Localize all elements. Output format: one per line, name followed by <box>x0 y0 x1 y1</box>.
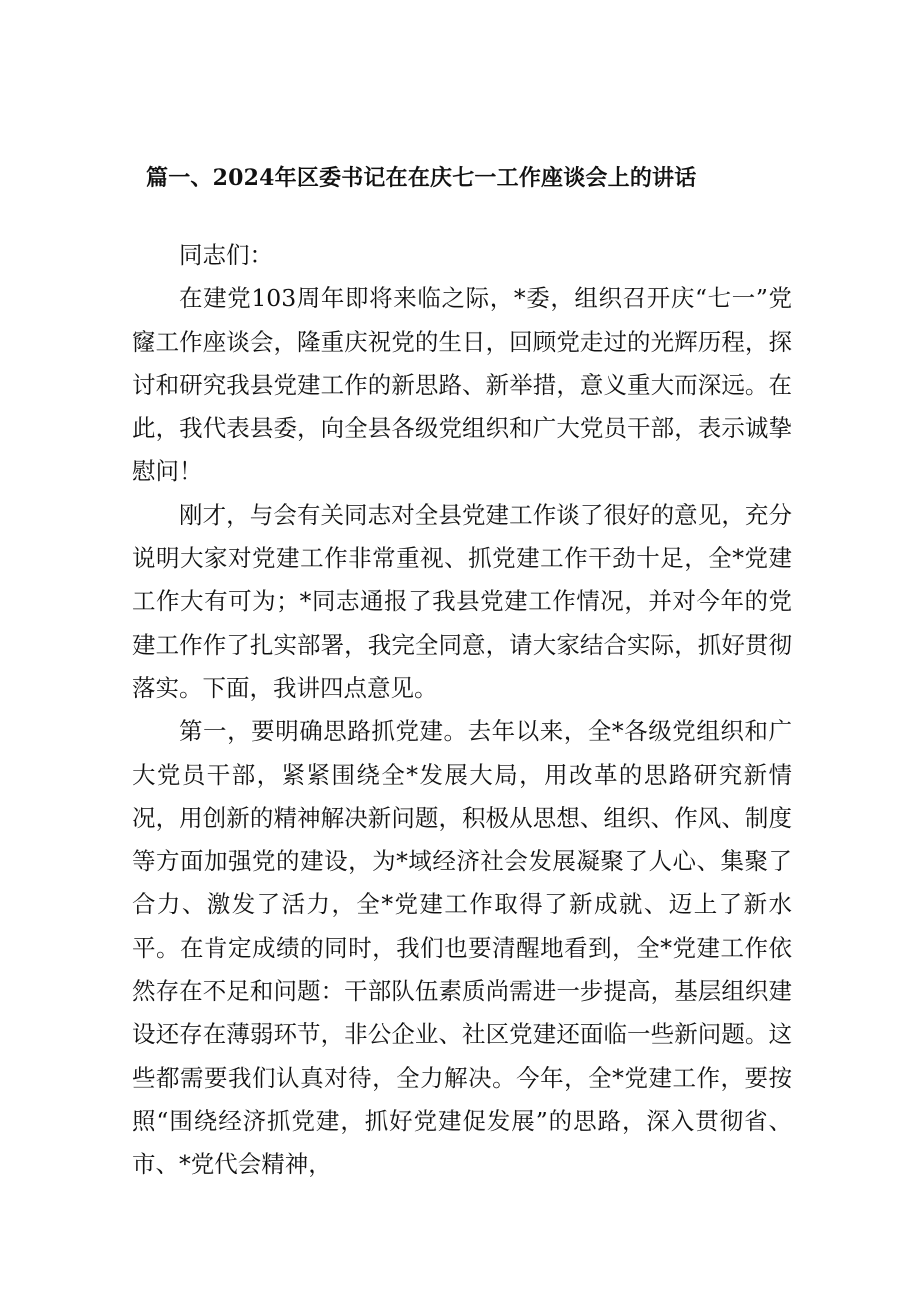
salutation: 同志们： <box>179 241 273 269</box>
document-body <box>132 234 792 1187</box>
paragraph-2: 刚才，与会有关同志对全县党建工作谈了很好的意见，充分说明大家对党建工作非常重视、抓党建工作干劲十足，全*党建工作大有可为；*同志通报了我县党建工作情况，并对今年的党建工作作了扎实部署，我完全同意，请大家结合实际，抓好贯彻落实。下面，我讲四点意见。 <box>132 500 792 702</box>
document-title: 篇一、2024年区委书记在在庆七一工作座谈会上的讲话 <box>146 165 697 191</box>
paragraph-1: 在建党103周年即将来临之际，*委，组织召开庆“七一”党窿工作座谈会，隆重庆祝党的生日，回顾党走过的光辉历程，探讨和研究我县党建工作的新思路、新举措，意义重大而深远。在此，我代表县委，向全县各级党组织和广大党员干部，表示诚挚慰问！ <box>132 284 792 486</box>
paragraph-3: 第一，要明确思路抓党建。去年以来，全*各级党组织和广大党员干部，紧紧围绕全*发展大局，用改革的思路研究新情况，用创新的精神解决新问题，积极从思想、组织、作风、制度等方面加强党的建设，为*域经济社会发展凝聚了人心、集聚了合力、激发了活力，全*党建工作取得了新成就、迈上了新水平。在肯定成绩的同时，我们也要清醒地看到，全*党建工作依然存在不足和问题：干部队伍素质尚需进一步提高，基层组织建设还存在薄弱环节，非公企业、社区党建还面临一些新问题。这些都需要我们认真对待，全力解决。今年，全*党建工作，要按照“围绕经济抓党建，抓好党建促发展”的思路，深入贯彻省、市、*党代会精神， <box>132 717 792 1179</box>
